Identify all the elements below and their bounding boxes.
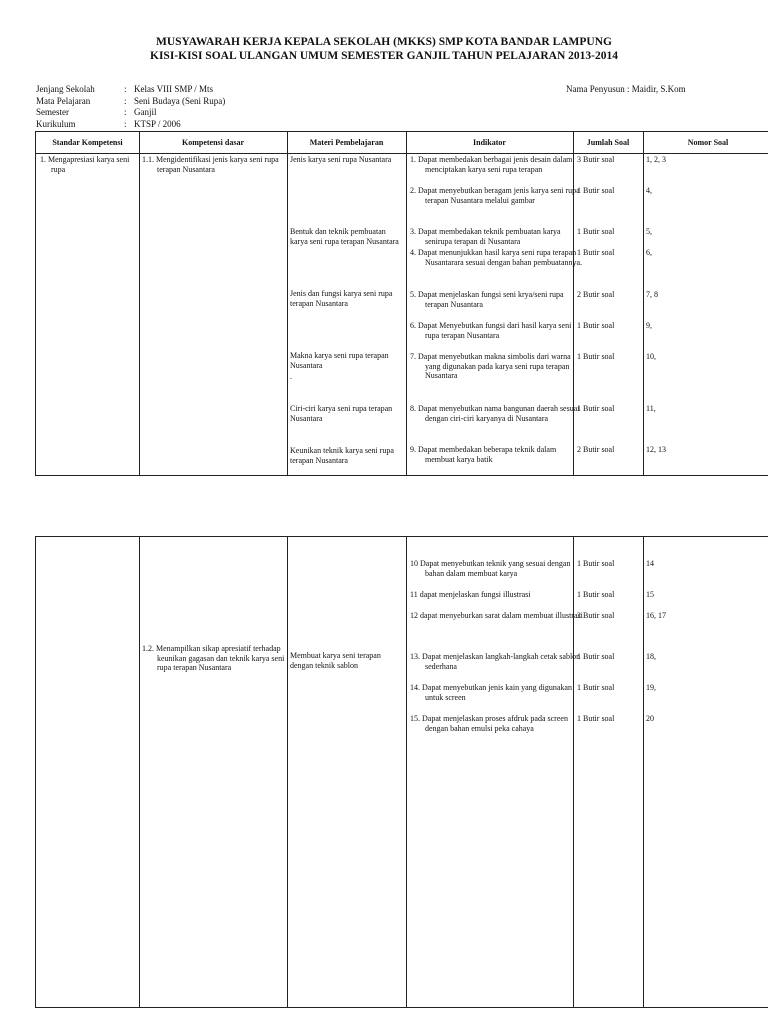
author-name: Nama Penyusun : Maidir, S.Kom	[566, 84, 686, 94]
standar-kompetensi-cell: 1. Mengapresiasi karya seni rupa	[40, 155, 130, 174]
column-divider	[139, 132, 140, 475]
nomor-soal-cell: 9,	[646, 321, 652, 330]
document-subtitle: KISI-KISI SOAL ULANGAN UMUM SEMESTER GANJIL TAHUN PELAJARAN 2013-2014	[150, 50, 618, 62]
meta-colon: :	[124, 84, 127, 94]
materi-cell: Membuat karya seni terapan dengan teknik sablon	[290, 651, 381, 670]
kompetensi-dasar-cell: 1.2. Menampilkan sikap apresiatif terhadap keunikan gagasan dan teknik karya seni rupa terapan Nusantara	[142, 644, 285, 673]
indikator-cell: 13. Dapat menjelaskan langkah-langkah cetak sablon sederhana	[410, 652, 581, 671]
jumlah-soal-cell: 1 Butir soal	[577, 559, 615, 568]
column-divider	[287, 132, 288, 475]
meta-info	[36, 84, 225, 130]
nomor-soal-cell: 20	[646, 714, 654, 723]
column-divider	[643, 537, 644, 1007]
meta-colon: :	[124, 95, 127, 106]
indikator-cell: 5. Dapat menjelaskan fungsi seni krya/seni rupa terapan Nusantara	[410, 290, 564, 309]
kisi-kisi-table-part1	[35, 131, 768, 476]
indikator-cell: 10 Dapat menyebutkan teknik yang sesuai dengan bahan dalam membuat karya	[410, 559, 571, 578]
indikator-cell: 9. Dapat membedakan beberapa teknik dalam membuat karya batik	[410, 445, 557, 464]
meta-value: Ganjil	[134, 107, 157, 117]
meta-value: Kelas VIII SMP / Mts	[134, 84, 214, 94]
nomor-soal-cell: 14	[646, 559, 654, 568]
jumlah-soal-cell: 2 Butir soal	[577, 611, 615, 620]
meta-value: Seni Budaya (Seni Rupa)	[134, 95, 226, 106]
meta-row-jenjang	[36, 84, 225, 96]
jumlah-soal-cell: 3 Butir soal	[577, 155, 615, 164]
kompetensi-dasar-cell: 1.1. Mengidentifikasi jenis karya seni rupa terapan Nusantara	[142, 155, 279, 174]
header-divider	[36, 153, 768, 154]
meta-label: Mata Pelajaran	[36, 95, 91, 106]
nomor-soal-cell: 6,	[646, 248, 652, 257]
header-indikator: Indikator	[473, 138, 506, 147]
header-standar-kompetensi: Standar Kompetensi	[52, 138, 123, 147]
document-title: MUSYAWARAH KERJA KEPALA SEKOLAH (MKKS) SMP KOTA BANDAR LAMPUNG	[156, 36, 612, 48]
indikator-cell: 15. Dapat menjelaskan proses afdruk pada screen dengan bahan emulsi peka cahaya	[410, 714, 568, 733]
nomor-soal-cell: 18,	[646, 652, 656, 661]
meta-row-mapel	[36, 96, 225, 108]
header-nomor-soal: Nomor Soal	[687, 138, 729, 147]
jumlah-soal-cell: 1 Butir soal	[577, 714, 615, 723]
column-divider	[406, 132, 407, 475]
header-kompetensi-dasar: Kompetensi dasar	[182, 138, 244, 147]
jumlah-soal-cell: 1 Butir soal	[577, 352, 615, 361]
column-divider	[573, 537, 574, 1007]
column-divider	[139, 537, 140, 1007]
indikator-cell: 1. Dapat membedakan berbagai jenis desain dalam menciptakan karya seni rupa terapan	[410, 155, 573, 174]
nomor-soal-cell: 16, 17	[646, 611, 666, 620]
nomor-soal-cell: 10,	[646, 352, 656, 361]
indikator-cell: 11 dapat menjelaskan fungsi illustrasi	[410, 590, 531, 599]
meta-colon: :	[124, 118, 127, 129]
materi-cell: Makna karya seni rupa terapan Nusantara	[290, 351, 389, 370]
jumlah-soal-cell: 1 Butir soal	[577, 321, 615, 330]
column-divider	[287, 537, 288, 1007]
materi-cell: Jenis dan fungsi karya seni rupa terapan Nusantara	[290, 289, 393, 308]
jumlah-soal-cell: 1 Butir soal	[577, 186, 615, 195]
nomor-soal-cell: 5,	[646, 227, 652, 236]
nomor-soal-cell: 11,	[646, 404, 656, 413]
meta-value: KTSP / 2006	[134, 118, 181, 129]
jumlah-soal-cell: 2 Butir soal	[577, 290, 615, 299]
materi-cell: Keunikan teknik karya seni rupa terapan Nusantara	[290, 446, 394, 465]
kisi-kisi-table-part2	[35, 536, 768, 1008]
nomor-soal-cell: 12, 13	[646, 445, 666, 454]
jumlah-soal-cell: 1 Butir soal	[577, 652, 615, 661]
materi-cell: .	[290, 372, 292, 381]
indikator-cell: 3. Dapat membedakan teknik pembuatan karya senirupa terapan di Nusantara	[410, 227, 561, 246]
indikator-cell: 2. Dapat menyebutkan beragam jenis karya seni rupa terapan Nusantara melalui gambar	[410, 186, 580, 205]
column-divider	[643, 132, 644, 475]
nomor-soal-cell: 1, 2, 3	[646, 155, 666, 164]
meta-row-semester	[36, 107, 225, 119]
nomor-soal-cell: 15	[646, 590, 654, 599]
nomor-soal-cell: 19,	[646, 683, 656, 692]
indikator-cell: 14. Dapat menyebutkan jenis kain yang digunakan untuk screen	[410, 683, 572, 702]
indikator-cell: 12 dapat menyeburkan sarat dalam membuat illustrasi	[410, 611, 583, 620]
materi-cell: Bentuk dan teknik pembuatan karya seni rupa terapan Nusantara	[290, 227, 399, 246]
meta-colon: :	[124, 107, 127, 117]
meta-label: Semester	[36, 107, 69, 117]
materi-cell: Ciri-ciri karya seni rupa terapan Nusantara	[290, 404, 393, 423]
jumlah-soal-cell: 1 Butir soal	[577, 683, 615, 692]
meta-label: Jenjang Sekolah	[36, 84, 95, 94]
jumlah-soal-cell: 1 Butir soal	[577, 404, 615, 413]
indikator-cell: 7. Dapat menyebutkan makna simbolis dari warna yang digunakan pada karya seni rupa terapan Nusantara	[410, 352, 571, 381]
jumlah-soal-cell: 1 Butir soal	[577, 227, 615, 236]
meta-label: Kurikulum	[36, 118, 76, 129]
nomor-soal-cell: 4,	[646, 186, 652, 195]
jumlah-soal-cell: 2 Butir soal	[577, 445, 615, 454]
column-divider	[406, 537, 407, 1007]
header-materi: Materi Pembelajaran	[309, 138, 384, 147]
meta-row-kurikulum	[36, 119, 225, 131]
materi-cell: Jenis karya seni rupa Nusantara	[290, 155, 392, 164]
jumlah-soal-cell: 1 Butir soal	[577, 248, 615, 257]
indikator-cell: 8. Dapat menyebutkan nama bangunan daerah sesuai dengan ciri-ciri karyanya di Nusantara	[410, 404, 580, 423]
indikator-cell: 6. Dapat Menyebutkan fungsi dari hasil karya seni rupa terapan Nusantara	[410, 321, 572, 340]
jumlah-soal-cell: 1 Butir soal	[577, 590, 615, 599]
header-jumlah-soal: Jumlah Soal	[586, 138, 630, 147]
nomor-soal-cell: 7, 8	[646, 290, 658, 299]
indikator-cell: 4. Dapat menunjukkan hasil karya seni rupa terapan Nusantarara sesuai dengan bahan pembuatannya.	[410, 248, 583, 267]
